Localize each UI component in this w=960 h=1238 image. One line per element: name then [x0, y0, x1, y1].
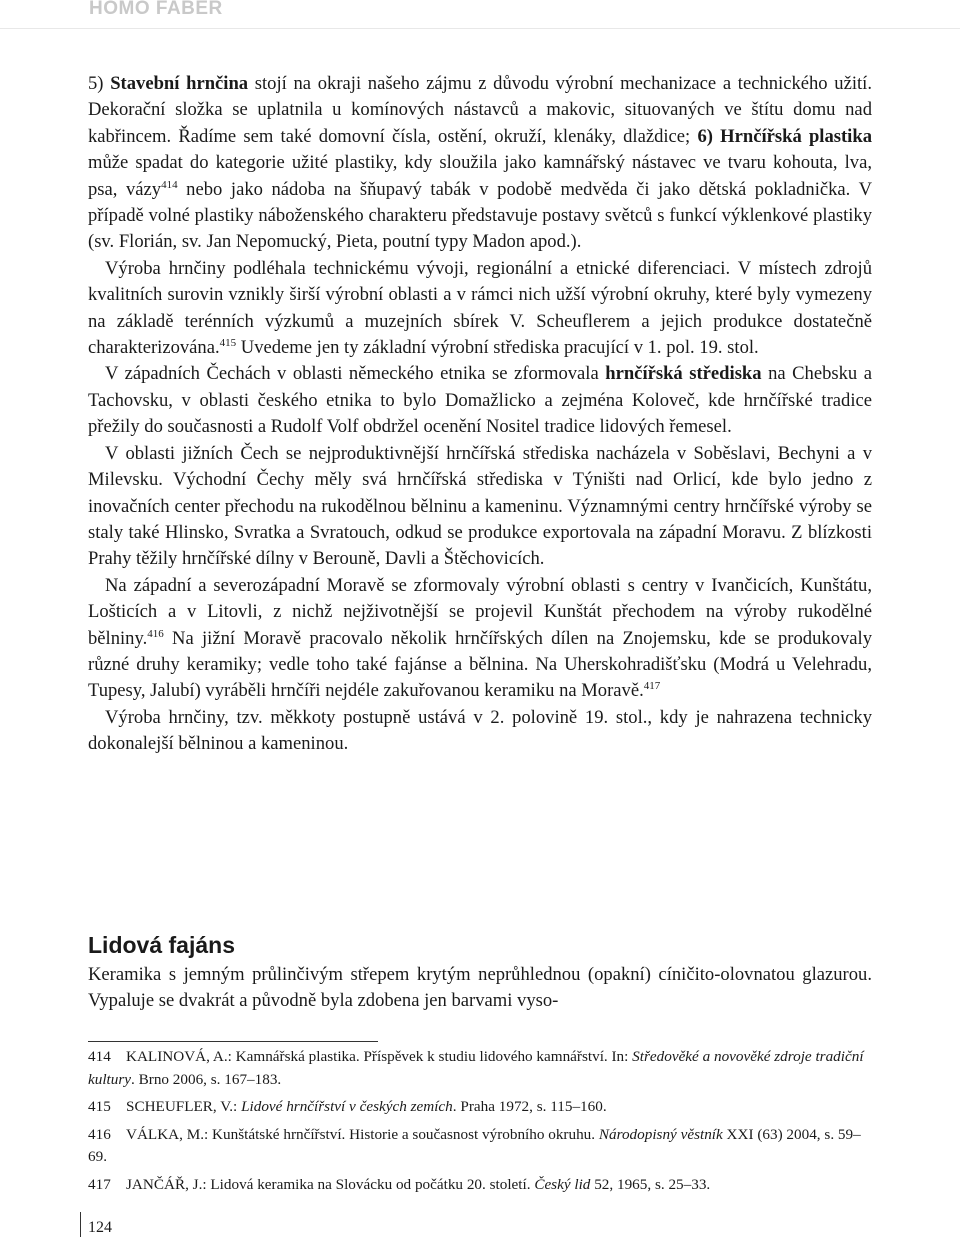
text-run: VÁLKA, M.: Kunštátské hrnčířství. Historie a současnost výrobního okruhu.	[126, 1125, 599, 1143]
footnote-separator	[88, 1041, 378, 1042]
paragraph-6	[88, 705, 872, 758]
footnote-ref[interactable]: 414	[161, 178, 178, 191]
footnote-number: 414	[88, 1048, 111, 1065]
text-run: Uvedeme jen ty základní výrobní střediska pracující v 1. pol. 19. stol.	[236, 337, 759, 359]
bold-term: Stavební hrnčina	[110, 73, 249, 94]
paragraph-3	[88, 361, 872, 440]
footnote-416	[88, 1124, 872, 1169]
paragraph-5	[88, 573, 872, 705]
footnote-417	[88, 1174, 872, 1197]
page-number-rule	[80, 1212, 81, 1237]
running-header-title: HOMO FABER	[89, 0, 223, 19]
footnote-414	[88, 1046, 872, 1091]
paragraph-2	[88, 256, 872, 362]
text-run: může spadat do kategorie užité plastiky, kdy sloužila jako kamnářský nástavec ve tvaru kohouta, lva, psa, vázy	[88, 152, 872, 200]
section-lidova-fajans	[88, 930, 872, 1015]
section-heading: Lidová fajáns	[88, 932, 235, 958]
text-run: Na západní a severozápadní Moravě se zformovaly výrobní oblasti s centry v Ivančicích, Kunštátu, Lošticích a v Litovli, z nichž nejživotnější se projevil Kunštát přechodem na výroby rukodělné bělniny.	[88, 574, 872, 649]
text-run: . Brno 2006, s. 167–183.	[131, 1070, 282, 1088]
text-run: V západních Čechách v oblasti německého etnika se zformovala	[105, 363, 606, 385]
body-text	[88, 71, 872, 758]
footnotes	[88, 1046, 872, 1201]
running-header	[0, 0, 960, 29]
text-run: na Chebsku a Tachovsku, v oblasti českého etnika to bylo Domažlicko a zejména Koloveč, kde hrnčířské tradice přežily do současnosti a Rudolf Volf obdržel ocenění Nositel tradice lidových řemesel.	[88, 363, 872, 438]
text-run: . Praha 1972, s. 115–160.	[452, 1098, 607, 1115]
footnote-ref[interactable]: 415	[219, 336, 237, 349]
bold-term: hrnčířská střediska	[605, 363, 762, 385]
footnote-415	[88, 1096, 872, 1119]
footnote-ref[interactable]: 416	[147, 627, 164, 640]
text-run: SCHEUFLER, V.:	[126, 1098, 242, 1115]
text-run: stojí na okraji našeho zájmu z důvodu výrobní mechanizace a technického užití. Dekorační složka se uplatnila u komínových nástavců a makovic, situovaných ve štítu domu nad kabřincem. Řadíme sem také domovní čísla, ostění, okruží, klenáky, dlaždice;	[88, 73, 872, 147]
text-run: 52, 1965, s. 25–33.	[590, 1175, 711, 1193]
text-run: V oblasti jižních Čech se nejproduktivnější hrnčířská střediska nacházela v Soběslavi, Bechyni a v Milevsku. Východní Čechy měly svá hrnčířská střediska v Týništi nad Orlicí, kde bylo jedno z inovačních center přechodu na rukodělnou bělninu a kameninu. Významnými centry hrnčířské výroby se staly také Hlinsko, Svratka a Svratouch, odkud se produkce exportovala na západní Moravu. Z blízkosti Prahy těžily hrnčířské dílny v Berouně, Davli a Štěchovicích.	[88, 442, 872, 570]
paragraph-4	[88, 441, 872, 573]
italic-title: Národopisný věstník	[598, 1125, 723, 1143]
bold-term: 6) Hrnčířská plastika	[697, 125, 872, 147]
footnote-number: 417	[88, 1175, 111, 1193]
text-run: Výroba hrnčiny podléhala technickému vývoji, regionální a etnické diferenciaci. V místech zdrojů kvalitních surovin vznikly širší výrobní oblasti a v rámci nich užší výrobní okruhy, které byly vymezeny na základě terénních výzkumů a muzejních sbírek V. Scheuflerem a jejich produkce dostatečně charakterizována.	[88, 257, 872, 359]
text-run: KALINOVÁ, A.: Kamnářská plastika. Příspěvek k studiu lidového kamnářství. In:	[126, 1048, 633, 1065]
section-paragraph: Keramika s jemným průlinčivým střepem krytým neprůhlednou (opakní) cíničito-olovnatou glazurou. Vypaluje se dvakrát a původně byla zdobena jen barvami vyso-	[88, 964, 872, 1012]
text-run: 5)	[88, 73, 111, 94]
italic-title: Český lid	[534, 1175, 591, 1193]
text-run: XXI (63) 2004, s. 59–69.	[88, 1125, 861, 1165]
text-run: Na jižní Moravě pracovalo několik hrnčířských dílen na Znojemsku, kde se produkovaly různé druhy keramiky; vedle toho také fajánse a bělnina. Na Uherskohradišťsku (Modrá u Velehradu, Tupesy, Jalubí) vyráběli hrnčíři nejdéle zakuřovanou keramiku na Moravě.	[88, 627, 872, 702]
footnote-ref[interactable]: 417	[643, 680, 661, 693]
page-number: 124	[88, 1219, 112, 1236]
footnote-number: 416	[88, 1125, 111, 1143]
italic-title: Lidové hrnčířství v českých zemích	[241, 1098, 453, 1115]
paragraph-1	[88, 71, 872, 256]
text-run: JANČÁŘ, J.: Lidová keramika na Slovácku od počátku 20. století.	[126, 1175, 535, 1193]
footnote-number: 415	[88, 1098, 111, 1115]
text-run: Výroba hrnčiny, tzv. měkkoty postupně ustává v 2. polovině 19. stol., kdy je nahrazena technicky dokonalejší bělninou a kameninou.	[88, 706, 872, 755]
text-run: nebo jako nádoba na šňupavý tabák v podobě medvěda či jako dětská pokladnička. V případě volné plastiky náboženského charakteru představuje postavy světců s funkcí výklenkové plastiky (sv. Florián, sv. Jan Nepomucký, Pieta, poutní typy Madon apod.).	[88, 178, 872, 253]
italic-title: Středověké a novověké zdroje tradiční kultury	[88, 1048, 864, 1088]
